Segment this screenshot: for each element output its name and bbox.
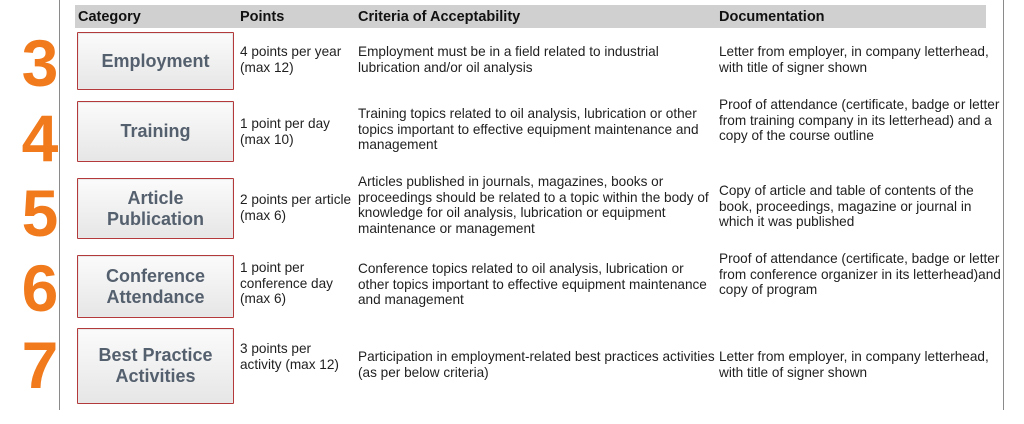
category-button-best-practice-activities[interactable]: Best Practice Activities [77, 328, 234, 404]
row-number: 5 [21, 176, 59, 250]
category-button-training[interactable]: Training [77, 101, 234, 162]
row-number: 6 [21, 251, 59, 325]
documentation-cell: Letter from employer, in company letterhead, with title of signer shown [719, 44, 989, 75]
documentation-cell: Proof of attendance (certificate, badge or letter from conference organizer in its letterhead)and copy of program [719, 251, 1001, 298]
criteria-cell: Articles published in journals, magazines, books or proceedings should be related to a topic within the body of knowledge for oil analysis, lubrication or equipment maintenance or management [358, 174, 709, 236]
row-number: 3 [21, 26, 59, 100]
category-button-employment[interactable]: Employment [77, 32, 234, 90]
row-number: 4 [21, 101, 59, 175]
category-button-conference-attendance[interactable]: Conference Attendance [77, 255, 234, 318]
points-cell: 4 points per year (max 12) [240, 44, 342, 75]
points-cell: 1 point per day (max 10) [240, 116, 330, 147]
points-cell: 1 point per conference day (max 6) [240, 260, 333, 307]
criteria-cell: Training topics related to oil analysis, lubrication or other topics important to effective equipment maintenance and management [358, 106, 699, 153]
criteria-cell: Participation in employment-related best practices activities (as per below criteria) [358, 349, 715, 380]
row-number: 7 [21, 328, 59, 402]
category-button-article-publication[interactable]: Article Publication [77, 178, 234, 239]
documentation-cell: Proof of attendance (certificate, badge or letter from training company in its letterhead) and a copy of the course outline [719, 97, 1000, 144]
points-cell: 2 points per article (max 6) [240, 192, 352, 223]
criteria-cell: Conference topics related to oil analysis, lubrication or other topics important to effective equipment maintenance and management [358, 261, 707, 308]
criteria-cell: Employment must be in a field related to industrial lubrication and/or oil analysis [358, 44, 659, 75]
header-documentation: Documentation [719, 9, 825, 25]
points-cell: 3 points per activity (max 12) [240, 341, 339, 372]
header-category: Category [78, 9, 141, 25]
header-points: Points [240, 9, 285, 25]
documentation-cell: Copy of article and table of contents of the book, proceedings, magazine or journal in which it was published [719, 183, 974, 230]
documentation-cell: Letter from employer, in company letterhead, with title of signer shown [719, 349, 989, 380]
header-criteria: Criteria of Acceptability [358, 9, 521, 25]
table-header [75, 5, 986, 28]
